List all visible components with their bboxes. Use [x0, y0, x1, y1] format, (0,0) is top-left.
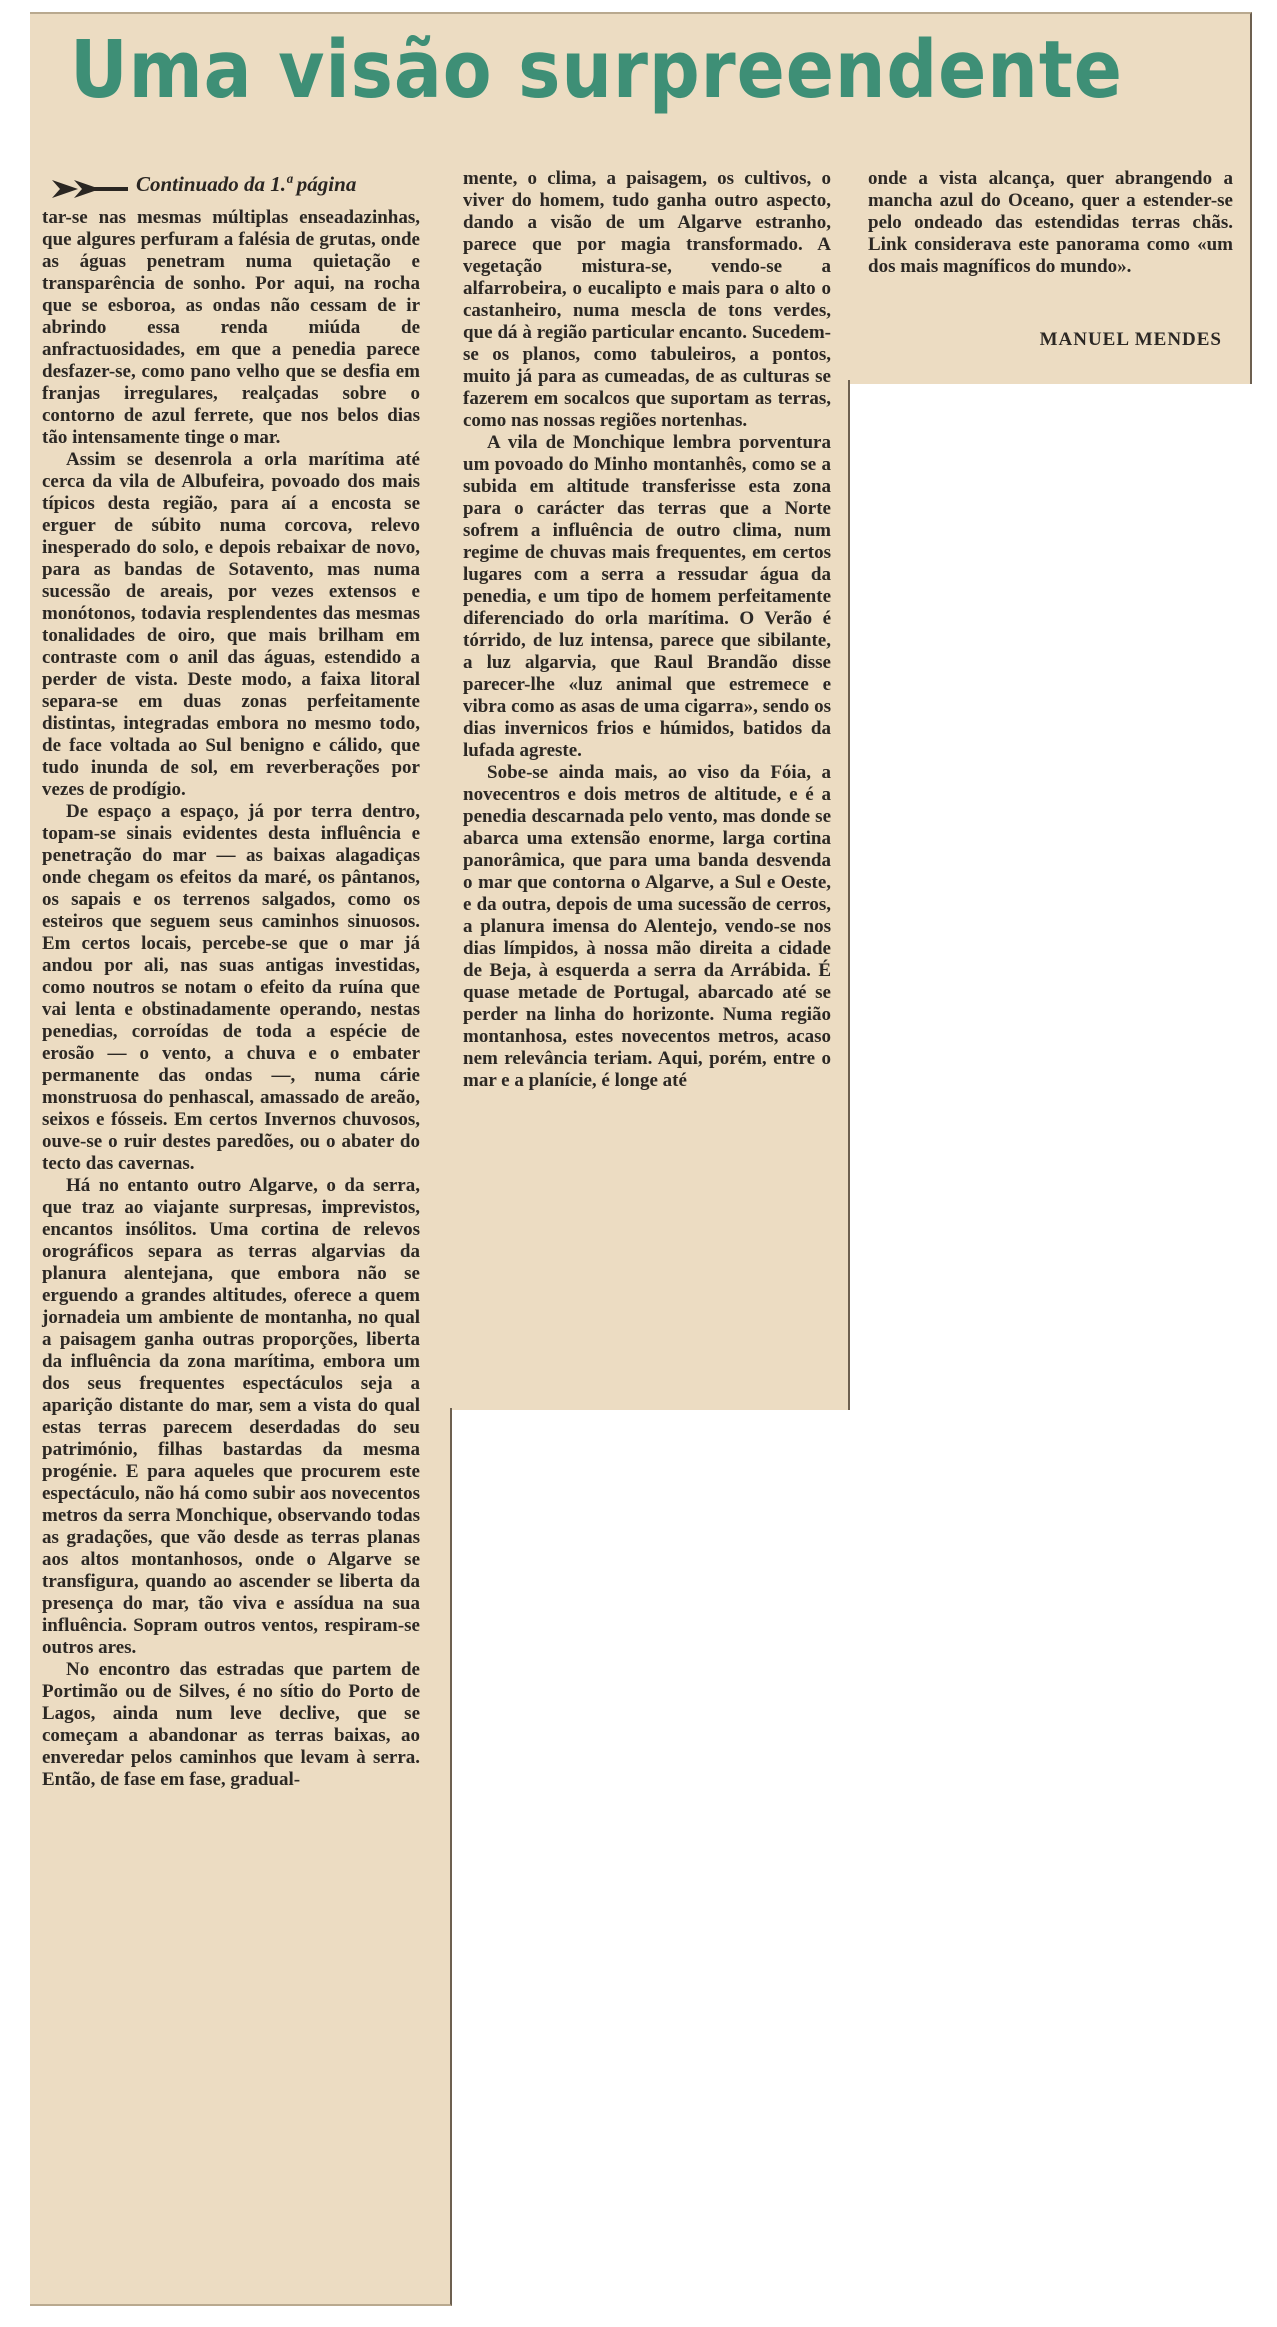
double-chevron-right-icon: [52, 178, 132, 200]
paragraph: No encontro das estradas que partem de Portimão ou de Silves, é no sítio do Porto de Lagos, ainda num leve declive, que se começam a abandonar as terras baixas, ao enveredar pelos caminhos que levam à serra. Então, de fase em fase, gradual-: [42, 1659, 420, 1790]
paragraph: Há no entanto outro Algarve, o da serra, que traz ao viajante surpresas, imprevistos, encantos insólitos. Uma cortina de relevos orográficos separa as terras algarvias da planura alentejana, que embora não se erguendo a grandes altitudes, oferece a quem jornadeia um ambiente de montanha, no qual a paisagem ganha outras proporções, liberta da influência da zona marítima, embora um dos seus frequentes espectáculos seja a aparição distante do mar, sem a vista do qual estas terras parecem deserdadas do seu património, filhas bastardas da mesma progénie. E para aqueles que procurem este espectáculo, não há como subir aos novecentos metros da serra Monchique, observando todas as gradações, que vão desde as terras planas aos altos montanhosos, onde o Algarve se transfigura, quando ao ascender se liberta da presença do mar, tão viva e assídua na sua influência. Sopram outros ventos, respiram-se outros ares.: [42, 1175, 420, 1658]
author-byline: MANUEL MENDES: [1039, 329, 1222, 350]
paragraph: Sobe-se ainda mais, ao viso da Fóia, a novecentros e dois metros de altitude, e é a penedia descarnada pelo vento, mas donde se abarca uma extensão enorme, larga cortina panorâmica, que para uma banda desvenda o mar que contorna o Algarve, a Sul e Oeste, e da outra, depois de uma sucessão de cerros, a planura imensa do Alentejo, vendo-se nos dias límpidos, à nossa mão direita a cidade de Beja, à esquerda a serra da Arrábida. É quase metade de Portugal, abarcado até se perder na linha do horizonte. Numa região montanhosa, estes novecentos metros, acaso nem relevância teriam. Aqui, porém, entre o mar e a planície, é longe até: [463, 762, 831, 1091]
paragraph: onde a vista alcança, quer abrangendo a mancha azul do Oceano, quer a estender-se pelo ondeado das estendidas terras chãs. Link considerava este panorama como «um dos mais magníficos do mundo».: [868, 168, 1233, 277]
paragraph: tar-se nas mesmas múltiplas enseadazinhas, que algures perfuram a falésia de grutas, onde as águas penetram numa quietação e transparência de sonho. Por aqui, na rocha que se esboroa, as ondas não cessam de ir abrindo essa renda miúda de anfractuosidades, em que a penedia parece desfazer-se, como pano velho que se desfia em franjas irregulares, realçadas sobre o contorno de azul ferrete, que nos belos dias tão intensamente tinge o mar.: [42, 207, 420, 448]
paragraph: A vila de Monchique lembra porventura um povoado do Minho montanhês, como se a subida em altitude transferisse esta zona para o carácter das terras que a Norte sofrem a influência de outro clima, num regime de chuvas mais frequentes, em certos lugares com a serra a ressudar água da penedia, e um tipo de homem perfeitamente diferenciado do orla marítima. O Verão é tórrido, de luz intensa, parece que sibilante, a luz algarvia, que Raul Brandão disse parecer-lhe «luz animal que estremece e vibra como as asas de uma cigarra», sendo os dias invernicos frios e húmidos, batidos da lufada agreste.: [463, 432, 831, 761]
paragraph: mente, o clima, a paisagem, os cultivos, o viver do homem, tudo ganha outro aspecto, dando a visão de um Algarve estranho, parece que por magia transformado. A vegetação mistura-se, vendo-se a alfarrobeira, o eucalipto e mais para o alto o castanheiro, numa mescla de tons verdes, que dá à região particular encanto. Sucedem-se os planos, como tabuleiros, a pontos, muito já para as cumeadas, de as culturas se fazerem em socalcos que suportam as terras, como nas nossas regiões nortenhas.: [463, 168, 831, 431]
headline: Uma visão surpreendente: [70, 24, 1123, 116]
paragraph: Assim se desenrola a orla marítima até cerca da vila de Albufeira, povoado dos mais típicos desta região, para aí a encosta se erguer de súbito numa corcova, relevo inesperado do solo, e depois rebaixar de novo, para as bandas de Sotavento, mas numa sucessão de areais, por vezes extensos e monótonos, todavia resplendentes das mesmas tonalidades de oiro, que mais brilham em contraste com o anil das águas, estendido a perder de vista. Deste modo, a faixa litoral separa-se em duas zonas perfeitamente distintas, integradas embora no mesmo todo, de face voltada ao Sul benigno e cálido, que tudo inunda de sol, em reverberações por vezes de prodígio.: [42, 449, 420, 800]
continuation-line: [52, 170, 432, 206]
article-column-1: [42, 207, 420, 2297]
article-column-2: [463, 168, 831, 1383]
paragraph: De espaço a espaço, já por terra dentro, topam-se sinais evidentes desta influência e penetração do mar — as baixas alagadiças onde chegam os efeitos da maré, os pântanos, os sapais e os terrenos salgados, como os esteiros que seguem seus caminhos sinuosos. Em certos locais, percebe-se que o mar já andou por ali, nas suas antigas investidas, como noutros se notam o efeito da ruína que vai lenta e obstinadamente operando, nestas penedias, corroídas de toda a espécie de erosão — o vento, a chuva e o embater permanente das ondas —, numa cárie monstruosa do penhascal, amassado de areão, seixos e fósseis. Em certos Invernos chuvosos, ouve-se o ruir destes paredões, ou o abater do tecto das cavernas.: [42, 801, 420, 1174]
continuation-label: Continuado da 1.ª página: [136, 172, 357, 196]
